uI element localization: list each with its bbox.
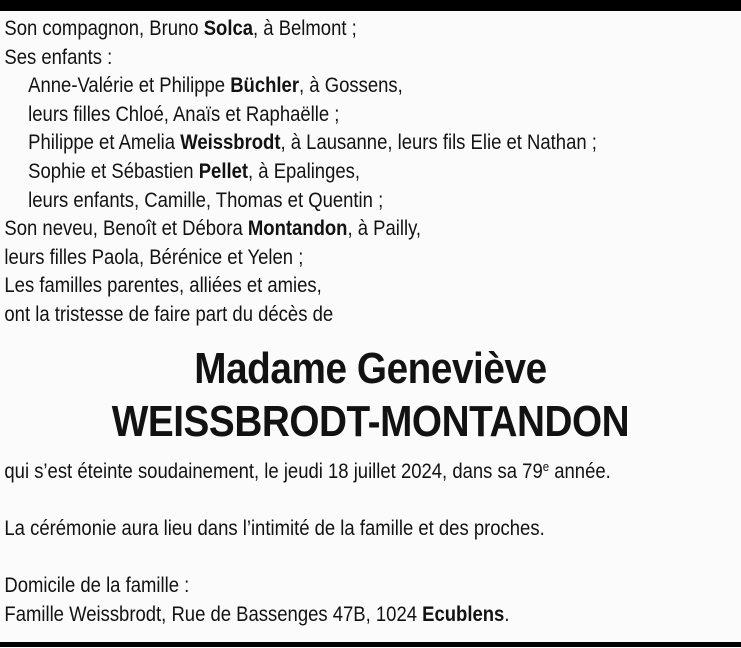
death-date-line <box>4 458 741 487</box>
line-text: leurs enfants, Camille, Thomas et Quentin ; <box>28 188 384 212</box>
line-text: , à Lausanne, leurs fils Elie et Nathan ; <box>280 131 597 155</box>
line-text: , à Epalinges, <box>248 159 361 183</box>
family-line <box>4 101 741 130</box>
ceremony-line: La cérémonie aura lieu dans l’intimité de la famille et des proches. <box>4 516 545 540</box>
line-text: Ses enfants : <box>4 45 113 69</box>
deceased-name-heading <box>0 342 741 448</box>
address-city-bold: Ecublens <box>422 602 505 626</box>
family-line <box>4 158 741 187</box>
line-text: leurs filles Chloé, Anaïs et Raphaëlle ; <box>28 102 340 126</box>
ordinal-superscript: e <box>542 458 550 474</box>
address-text: Famille Weissbrodt, Rue de Bassenges 47B, 1024 <box>4 602 423 626</box>
line-text: Son neveu, Benoît et Débora <box>4 217 248 241</box>
deceased-name-line2: WEISSBRODT-MONTANDON <box>111 396 630 446</box>
family-line <box>4 129 741 158</box>
family-line <box>4 44 741 73</box>
family-list <box>4 15 741 330</box>
family-line <box>4 72 741 101</box>
surname-bold: Pellet <box>198 159 249 183</box>
line-text: ont la tristesse de faire part du décès de <box>4 302 334 326</box>
line-text: , à Gossens, <box>299 74 403 98</box>
domicile-label: Domicile de la famille : <box>4 573 190 597</box>
domicile-block <box>0 572 741 629</box>
death-text: qui s’est éteinte soudainement, le jeudi 18 juillet 2024, dans sa 79 <box>4 459 543 483</box>
line-text: Son compagnon, Bruno <box>4 17 204 40</box>
line-text: Sophie et Sébastien <box>28 159 199 183</box>
line-text: , à Belmont ; <box>253 17 357 40</box>
surname-bold: Montandon <box>247 217 348 241</box>
family-line <box>4 15 741 44</box>
line-text: , à Pailly, <box>347 217 422 241</box>
family-line <box>4 215 741 244</box>
family-line <box>4 301 741 330</box>
bottom-border-rule <box>0 642 741 647</box>
domicile-address <box>4 601 741 630</box>
top-border-bar <box>0 0 741 11</box>
surname-bold: Büchler <box>230 74 300 98</box>
death-text: année. <box>549 459 611 483</box>
line-text: Philippe et Amelia <box>28 131 181 155</box>
family-line <box>4 244 741 273</box>
surname-bold: Weissbrodt <box>180 131 281 155</box>
family-line <box>4 272 741 301</box>
deceased-name-line1: Madame Geneviève <box>194 343 547 393</box>
address-text: . <box>504 602 510 626</box>
family-line <box>4 187 741 216</box>
surname-bold: Solca <box>203 17 254 40</box>
obituary-notice <box>0 11 741 629</box>
line-text: leurs filles Paola, Bérénice et Yelen ; <box>4 245 304 269</box>
line-text: Les familles parentes, alliées et amies, <box>4 274 322 298</box>
line-text: Anne-Valérie et Philippe <box>28 74 231 98</box>
